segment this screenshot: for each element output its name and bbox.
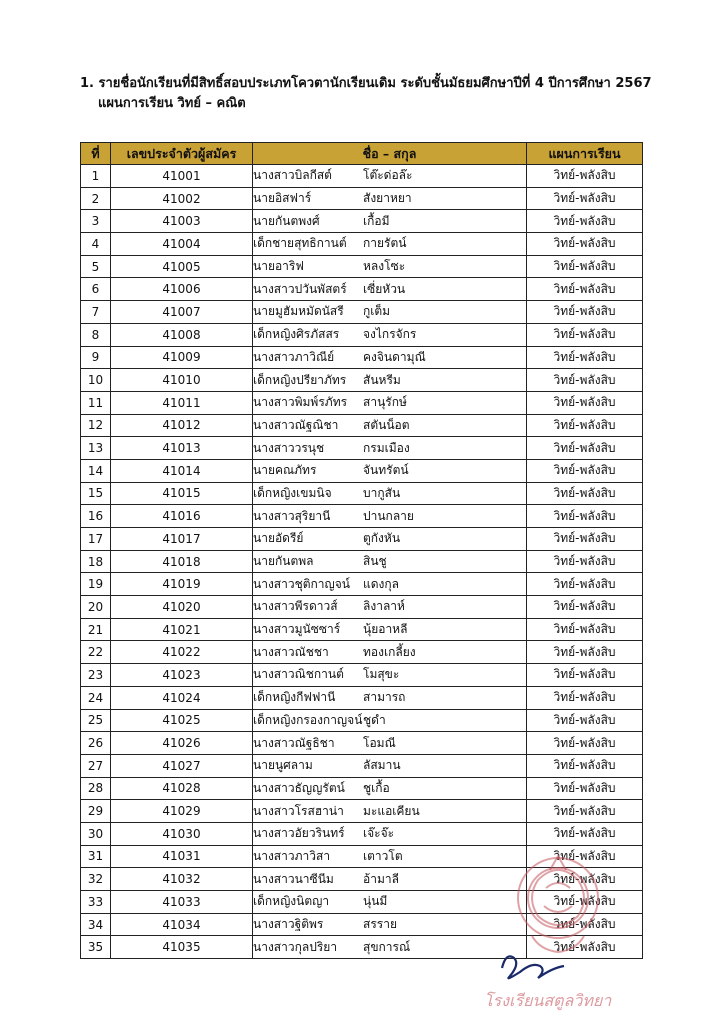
table-header-row xyxy=(81,143,643,165)
cell-applicant-id: 41024 xyxy=(111,686,253,709)
last-name: โต๊ะด่อล๊ะ xyxy=(363,168,413,183)
first-name: นายอิสฟาร์ xyxy=(253,191,312,206)
first-name: นางสาวสุริยานี xyxy=(253,508,331,523)
last-name: เจ๊ะจ๊ะ xyxy=(363,826,395,841)
cell-full-name xyxy=(253,800,527,823)
heading-title: 1. รายชื่อนักเรียนที่มีสิทธิ์สอบประเภทโควตานักเรียนเดิม ระดับชั้นมัธยมศึกษาปีที่ 4 ปีการศึกษา 2567 xyxy=(80,76,652,91)
last-name: เกื้อมี xyxy=(363,213,390,228)
cell-no: 6 xyxy=(81,278,111,301)
first-name: เด็กหญิงปรียาภัทร xyxy=(253,372,347,387)
table-row xyxy=(81,391,643,414)
first-name: นายนูศลาม xyxy=(253,758,313,773)
table-row xyxy=(81,754,643,777)
table-row xyxy=(81,664,643,687)
table-row xyxy=(81,936,643,959)
cell-applicant-id: 41004 xyxy=(111,233,253,256)
table-row xyxy=(81,913,643,936)
cell-study-plan: วิทย์-พลังสิบ xyxy=(527,686,643,709)
cell-no: 20 xyxy=(81,596,111,619)
cell-study-plan: วิทย์-พลังสิบ xyxy=(527,369,643,392)
cell-study-plan: วิทย์-พลังสิบ xyxy=(527,233,643,256)
last-name: สามารถ xyxy=(363,690,406,705)
cell-study-plan: วิทย์-พลังสิบ xyxy=(527,891,643,914)
cell-no: 13 xyxy=(81,437,111,460)
cell-study-plan: วิทย์-พลังสิบ xyxy=(527,800,643,823)
seal-school-name: โรงเรียนสตูลวิทยา xyxy=(484,991,612,1010)
cell-full-name xyxy=(253,550,527,573)
table-row xyxy=(81,187,643,210)
cell-no: 23 xyxy=(81,664,111,687)
cell-full-name xyxy=(253,664,527,687)
cell-full-name xyxy=(253,618,527,641)
cell-applicant-id: 41015 xyxy=(111,482,253,505)
cell-full-name xyxy=(253,641,527,664)
cell-full-name xyxy=(253,845,527,868)
cell-no: 5 xyxy=(81,255,111,278)
last-name: นุ่นมี xyxy=(363,894,388,909)
first-name: นางสาวภาวิณีย์ xyxy=(253,349,335,364)
cell-no: 1 xyxy=(81,165,111,188)
first-name: นายอัดรีย์ xyxy=(253,531,304,546)
cell-no: 3 xyxy=(81,210,111,233)
table-row xyxy=(81,323,643,346)
cell-study-plan: วิทย์-พลังสิบ xyxy=(527,459,643,482)
cell-full-name xyxy=(253,505,527,528)
cell-study-plan: วิทย์-พลังสิบ xyxy=(527,913,643,936)
cell-applicant-id: 41006 xyxy=(111,278,253,301)
cell-full-name xyxy=(253,936,527,959)
table-row xyxy=(81,618,643,641)
cell-no: 35 xyxy=(81,936,111,959)
header-no: ที่ xyxy=(81,143,111,165)
table-row xyxy=(81,482,643,505)
first-name: นางสาวฐิติพร xyxy=(253,917,324,932)
cell-study-plan: วิทย์-พลังสิบ xyxy=(527,437,643,460)
first-name: นางสาวพิมพ์รภัทร xyxy=(253,395,348,410)
cell-full-name xyxy=(253,482,527,505)
student-roster-table xyxy=(80,142,643,959)
cell-full-name xyxy=(253,709,527,732)
cell-full-name xyxy=(253,891,527,914)
table-row xyxy=(81,777,643,800)
table-row xyxy=(81,709,643,732)
table-row xyxy=(81,686,643,709)
cell-study-plan: วิทย์-พลังสิบ xyxy=(527,414,643,437)
first-name: นายกันตพล xyxy=(253,554,314,569)
cell-no: 34 xyxy=(81,913,111,936)
cell-no: 29 xyxy=(81,800,111,823)
cell-full-name xyxy=(253,187,527,210)
cell-no: 14 xyxy=(81,459,111,482)
cell-no: 11 xyxy=(81,391,111,414)
cell-applicant-id: 41016 xyxy=(111,505,253,528)
first-name: นางสาวโรสฮาน่า xyxy=(253,803,344,818)
cell-full-name xyxy=(253,868,527,891)
table-row xyxy=(81,346,643,369)
cell-applicant-id: 41007 xyxy=(111,301,253,324)
cell-applicant-id: 41005 xyxy=(111,255,253,278)
table-body xyxy=(81,165,643,959)
cell-applicant-id: 41021 xyxy=(111,618,253,641)
first-name: นางสาวณัชชา xyxy=(253,644,329,659)
cell-study-plan: วิทย์-พลังสิบ xyxy=(527,187,643,210)
cell-no: 10 xyxy=(81,369,111,392)
signature-mark xyxy=(502,956,564,978)
table-row xyxy=(81,278,643,301)
last-name: ชูเกื้อ xyxy=(363,780,390,795)
cell-study-plan: วิทย์-พลังสิบ xyxy=(527,505,643,528)
cell-full-name xyxy=(253,437,527,460)
cell-full-name xyxy=(253,323,527,346)
last-name: สังยาหยา xyxy=(363,191,412,206)
cell-applicant-id: 41009 xyxy=(111,346,253,369)
table-row xyxy=(81,800,643,823)
cell-study-plan: วิทย์-พลังสิบ xyxy=(527,822,643,845)
cell-full-name xyxy=(253,459,527,482)
first-name: นางสาวปวันพัสตร์ xyxy=(253,281,347,296)
last-name: ปานกลาย xyxy=(363,508,414,523)
cell-study-plan: วิทย์-พลังสิบ xyxy=(527,868,643,891)
cell-no: 21 xyxy=(81,618,111,641)
first-name: นายมูฮัมหมัดนัสรี xyxy=(253,304,344,319)
last-name: กรมเมือง xyxy=(363,440,410,455)
table-row xyxy=(81,822,643,845)
cell-study-plan: วิทย์-พลังสิบ xyxy=(527,278,643,301)
cell-applicant-id: 41003 xyxy=(111,210,253,233)
last-name: จงไกรจักร xyxy=(363,327,417,342)
cell-full-name xyxy=(253,732,527,755)
cell-study-plan: วิทย์-พลังสิบ xyxy=(527,754,643,777)
cell-no: 25 xyxy=(81,709,111,732)
cell-applicant-id: 41022 xyxy=(111,641,253,664)
cell-no: 33 xyxy=(81,891,111,914)
cell-study-plan: วิทย์-พลังสิบ xyxy=(527,573,643,596)
first-name: นางสาวธัญญรัตน์ xyxy=(253,780,345,795)
last-name: กายรัตน์ xyxy=(363,236,407,251)
header-study-plan: แผนการเรียน xyxy=(527,143,643,165)
last-name: ลิงาลาห์ xyxy=(363,599,405,614)
cell-study-plan: วิทย์-พลังสิบ xyxy=(527,641,643,664)
table-row xyxy=(81,210,643,233)
cell-study-plan: วิทย์-พลังสิบ xyxy=(527,618,643,641)
first-name: นายกันตพงศ์ xyxy=(253,213,320,228)
cell-applicant-id: 41030 xyxy=(111,822,253,845)
first-name: เด็กหญิงกรองกาญจน์ xyxy=(253,712,363,727)
cell-study-plan: วิทย์-พลังสิบ xyxy=(527,346,643,369)
first-name: นางสาววรนุช xyxy=(253,440,325,455)
cell-no: 12 xyxy=(81,414,111,437)
cell-full-name xyxy=(253,391,527,414)
table-row xyxy=(81,550,643,573)
cell-applicant-id: 41020 xyxy=(111,596,253,619)
last-name: หลงโซะ xyxy=(363,259,406,274)
cell-no: 30 xyxy=(81,822,111,845)
first-name: เด็กหญิงนิตญา xyxy=(253,894,330,909)
cell-applicant-id: 41025 xyxy=(111,709,253,732)
last-name: ลัสมาน xyxy=(363,758,401,773)
cell-no: 15 xyxy=(81,482,111,505)
cell-full-name xyxy=(253,414,527,437)
cell-applicant-id: 41002 xyxy=(111,187,253,210)
last-name: สันหรีม xyxy=(363,372,401,387)
table-row xyxy=(81,437,643,460)
cell-full-name xyxy=(253,233,527,256)
cell-full-name xyxy=(253,596,527,619)
cell-applicant-id: 41011 xyxy=(111,391,253,414)
cell-no: 32 xyxy=(81,868,111,891)
cell-full-name xyxy=(253,573,527,596)
cell-applicant-id: 41012 xyxy=(111,414,253,437)
table-row xyxy=(81,505,643,528)
cell-no: 8 xyxy=(81,323,111,346)
cell-no: 9 xyxy=(81,346,111,369)
cell-full-name xyxy=(253,686,527,709)
last-name: สินชู xyxy=(363,554,387,569)
cell-full-name xyxy=(253,528,527,551)
table-row xyxy=(81,301,643,324)
cell-study-plan: วิทย์-พลังสิบ xyxy=(527,301,643,324)
table-row xyxy=(81,165,643,188)
cell-study-plan: วิทย์-พลังสิบ xyxy=(527,845,643,868)
table-row xyxy=(81,369,643,392)
last-name: สตันน็อต xyxy=(363,417,410,432)
heading-program: แผนการเรียน วิทย์ – คณิต xyxy=(98,96,246,111)
cell-no: 17 xyxy=(81,528,111,551)
cell-study-plan: วิทย์-พลังสิบ xyxy=(527,936,643,959)
table-row xyxy=(81,459,643,482)
first-name: เด็กชายสุทธิกานต์ xyxy=(253,236,347,251)
cell-full-name xyxy=(253,255,527,278)
cell-no: 19 xyxy=(81,573,111,596)
cell-applicant-id: 41001 xyxy=(111,165,253,188)
document-heading xyxy=(80,74,680,114)
first-name: นายอาริฟ xyxy=(253,259,304,274)
last-name: โอมณี xyxy=(363,735,396,750)
first-name: นางสาวมูนัซซาร์ xyxy=(253,622,341,637)
cell-study-plan: วิทย์-พลังสิบ xyxy=(527,732,643,755)
cell-study-plan: วิทย์-พลังสิบ xyxy=(527,777,643,800)
first-name: นางสาวนาซีนีม xyxy=(253,871,334,886)
last-name: สรราย xyxy=(363,917,397,932)
first-name: เด็กหญิงเขมนิจ xyxy=(253,485,332,500)
cell-full-name xyxy=(253,210,527,233)
cell-full-name xyxy=(253,777,527,800)
table-row xyxy=(81,233,643,256)
last-name: ชูดำ xyxy=(363,712,386,727)
cell-no: 24 xyxy=(81,686,111,709)
last-name: คงจินดามุณี xyxy=(363,349,426,364)
cell-full-name xyxy=(253,346,527,369)
last-name: ทองเกลี้ยง xyxy=(363,644,416,659)
cell-study-plan: วิทย์-พลังสิบ xyxy=(527,210,643,233)
cell-full-name xyxy=(253,913,527,936)
table-row xyxy=(81,596,643,619)
cell-applicant-id: 41008 xyxy=(111,323,253,346)
last-name: กูเต็ม xyxy=(363,304,391,319)
table-row xyxy=(81,641,643,664)
cell-applicant-id: 41028 xyxy=(111,777,253,800)
table-row xyxy=(81,891,643,914)
cell-applicant-id: 41019 xyxy=(111,573,253,596)
table-row xyxy=(81,845,643,868)
last-name: สุขการณ์ xyxy=(363,939,411,954)
cell-full-name xyxy=(253,301,527,324)
cell-study-plan: วิทย์-พลังสิบ xyxy=(527,391,643,414)
first-name: เด็กหญิงศิรภัสสร xyxy=(253,327,340,342)
cell-full-name xyxy=(253,165,527,188)
cell-study-plan: วิทย์-พลังสิบ xyxy=(527,709,643,732)
cell-no: 7 xyxy=(81,301,111,324)
cell-study-plan: วิทย์-พลังสิบ xyxy=(527,482,643,505)
cell-no: 2 xyxy=(81,187,111,210)
first-name: นางสาวพีรดาวส์ xyxy=(253,599,338,614)
cell-applicant-id: 41026 xyxy=(111,732,253,755)
cell-applicant-id: 41017 xyxy=(111,528,253,551)
cell-no: 31 xyxy=(81,845,111,868)
first-name: นางสาวชุติกาญจน์ xyxy=(253,576,351,591)
first-name: นางสาวณิชกานต์ xyxy=(253,667,344,682)
cell-applicant-id: 41027 xyxy=(111,754,253,777)
cell-no: 26 xyxy=(81,732,111,755)
last-name: สานุรักษ์ xyxy=(363,395,407,410)
first-name: นางสาวณัฐธิชา xyxy=(253,735,335,750)
last-name: โมสุขะ xyxy=(363,667,400,682)
last-name: แดงกุล xyxy=(363,576,400,591)
cell-applicant-id: 41035 xyxy=(111,936,253,959)
table-row xyxy=(81,732,643,755)
cell-applicant-id: 41018 xyxy=(111,550,253,573)
table-row xyxy=(81,414,643,437)
first-name: นางสาวภาวิสา xyxy=(253,848,331,863)
cell-full-name xyxy=(253,278,527,301)
first-name: นางสาวกุลปริยา xyxy=(253,939,338,954)
cell-applicant-id: 41014 xyxy=(111,459,253,482)
last-name: บากูสัน xyxy=(363,485,401,500)
cell-no: 18 xyxy=(81,550,111,573)
first-name: เด็กหญิงกีฟฟานี xyxy=(253,690,336,705)
cell-study-plan: วิทย์-พลังสิบ xyxy=(527,550,643,573)
table-row xyxy=(81,528,643,551)
cell-no: 28 xyxy=(81,777,111,800)
first-name: นางสาวณัฐณิชา xyxy=(253,417,339,432)
cell-applicant-id: 41023 xyxy=(111,664,253,687)
header-full-name: ชื่อ – สกุล xyxy=(253,143,527,165)
cell-no: 4 xyxy=(81,233,111,256)
last-name: ตูกังหัน xyxy=(363,531,401,546)
cell-full-name xyxy=(253,822,527,845)
cell-study-plan: วิทย์-พลังสิบ xyxy=(527,664,643,687)
cell-no: 27 xyxy=(81,754,111,777)
first-name: นางสาวอัยวรินทร์ xyxy=(253,826,345,841)
table-row xyxy=(81,573,643,596)
cell-applicant-id: 41034 xyxy=(111,913,253,936)
cell-study-plan: วิทย์-พลังสิบ xyxy=(527,255,643,278)
first-name: นายคณภัทร xyxy=(253,463,317,478)
cell-applicant-id: 41013 xyxy=(111,437,253,460)
cell-applicant-id: 41029 xyxy=(111,800,253,823)
cell-applicant-id: 41033 xyxy=(111,891,253,914)
cell-no: 16 xyxy=(81,505,111,528)
last-name: เซี่ยหัวน xyxy=(363,281,406,296)
table-row xyxy=(81,255,643,278)
cell-study-plan: วิทย์-พลังสิบ xyxy=(527,596,643,619)
cell-full-name xyxy=(253,369,527,392)
header-applicant-id: เลขประจำตัวผู้สมัคร xyxy=(111,143,253,165)
first-name: นางสาวบิลกีสต์ xyxy=(253,168,332,183)
table-row xyxy=(81,868,643,891)
cell-study-plan: วิทย์-พลังสิบ xyxy=(527,165,643,188)
last-name: อ้ามาลี xyxy=(363,871,399,886)
cell-no: 22 xyxy=(81,641,111,664)
last-name: นุ้ยอาหลี xyxy=(363,622,408,637)
cell-applicant-id: 41010 xyxy=(111,369,253,392)
cell-applicant-id: 41031 xyxy=(111,845,253,868)
cell-applicant-id: 41032 xyxy=(111,868,253,891)
cell-study-plan: วิทย์-พลังสิบ xyxy=(527,528,643,551)
cell-study-plan: วิทย์-พลังสิบ xyxy=(527,323,643,346)
last-name: มะแอเคียน xyxy=(363,803,420,818)
last-name: จันทรัตน์ xyxy=(363,463,409,478)
cell-full-name xyxy=(253,754,527,777)
last-name: เตาวโต xyxy=(363,848,403,863)
